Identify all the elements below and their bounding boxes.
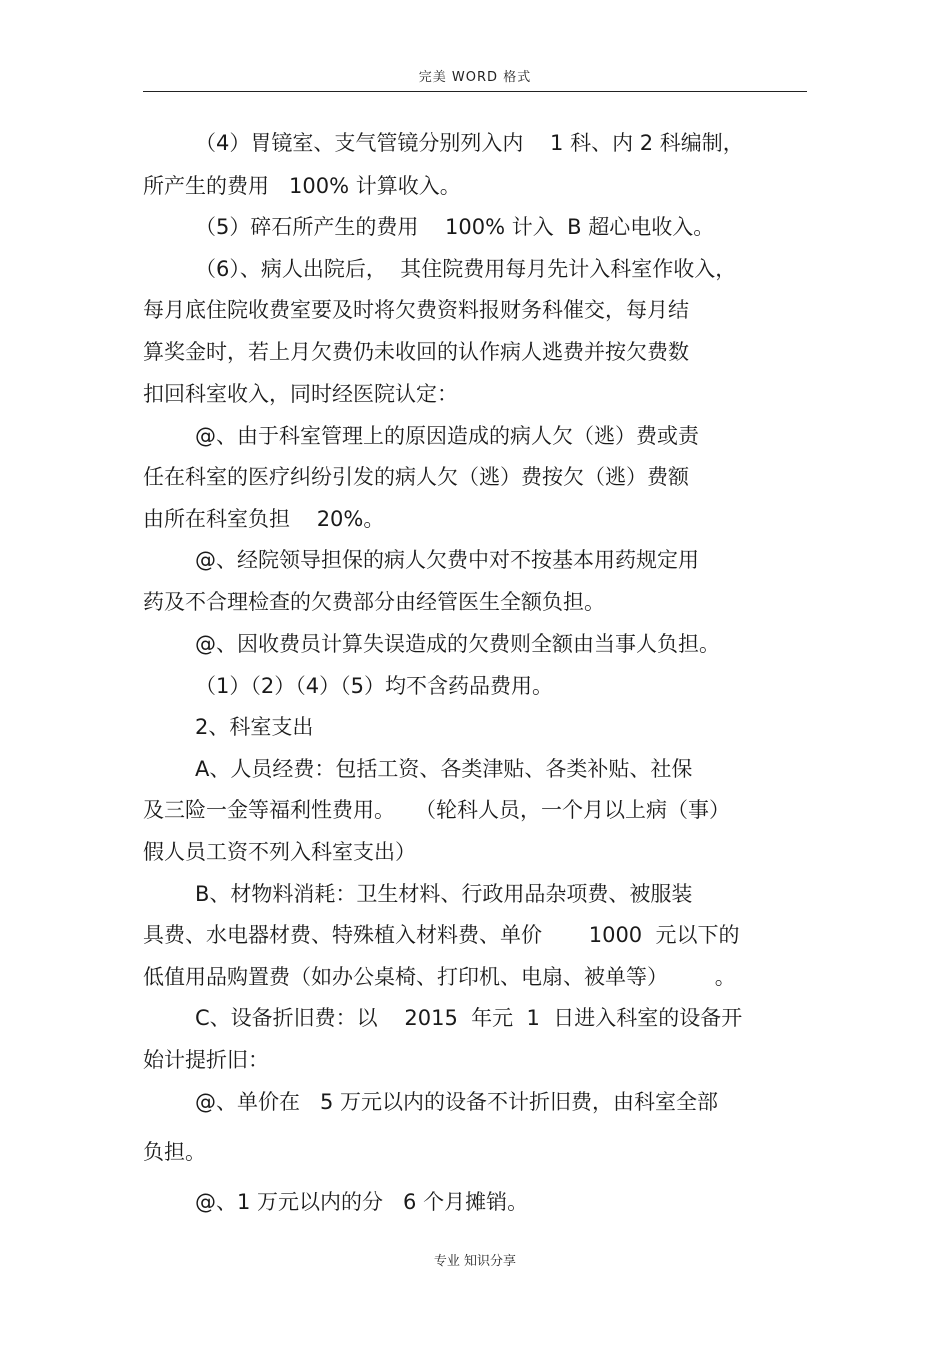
text-line: （6）、病人出院后， 其住院费用每月先计入科室作收入， [195,257,737,281]
text-line: 扣回科室收入，同时经医院认定： [143,382,458,406]
page-footer: 专业 知识分享 [433,1254,517,1269]
text-line: （1）（2）（4）（5）均不含药品费用。 [195,674,553,698]
text-line: 始计提折旧： [143,1048,269,1072]
text-line: 及三险一金等福利性费用。 （轮科人员，一个月以上病（事） [143,798,731,822]
text-line: 具费、水电器材费、特殊植入材料费、单价 1000 元以下的 [143,923,740,947]
text-line: （4）胃镜室、支气管镜分别列入内 1 科、内 2 科编制， [195,131,744,155]
text-line: @、经院领导担保的病人欠费中对不按基本用药规定用 [195,548,699,572]
text-line: B、材物料消耗：卫生材料、行政用品杂项费、被服装 [195,882,693,906]
text-line: 每月底住院收费室要及时将欠费资料报财务科催交，每月结 [143,298,689,322]
page-header: 完美 WORD 格式 [418,70,532,85]
text-line: 算奖金时，若上月欠费仍未收回的认作病人逃费并按欠费数 [143,340,689,364]
text-line: A、人员经费：包括工资、各类津贴、各类补贴、社保 [195,757,693,781]
text-line: 假人员工资不列入科室支出） [143,840,416,864]
text-line: @、由于科室管理上的原因造成的病人欠（逃）费或责 [195,424,699,448]
text-line: C、设备折旧费：以 2015 年元 1 日进入科室的设备开 [195,1006,743,1030]
text-line: 由所在科室负担 20%。 [143,507,385,531]
text-line: @、1 万元以内的分 6 个月摊销。 [195,1190,529,1214]
text-line: @、单价在 5 万元以内的设备不计折旧费，由科室全部 [195,1090,719,1114]
text-line: 2、科室支出 [195,715,314,739]
text-line: 药及不合理检查的欠费部分由经管医生全额负担。 [143,590,605,614]
text-line: （5）碎石所产生的费用 100% 计入 B 超心电收入。 [195,215,715,239]
text-line: 所产生的费用 100% 计算收入。 [143,174,461,198]
header-rule [143,91,807,92]
text-line: 任在科室的医疗纠纷引发的病人欠（逃）费按欠（逃）费额 [143,465,689,489]
text-line: 负担。 [143,1140,206,1164]
text-line: 低值用品购置费（如办公桌椅、打印机、电扇、被单等） 。 [143,965,736,989]
text-line: @、因收费员计算失误造成的欠费则全额由当事人负担。 [195,632,720,656]
